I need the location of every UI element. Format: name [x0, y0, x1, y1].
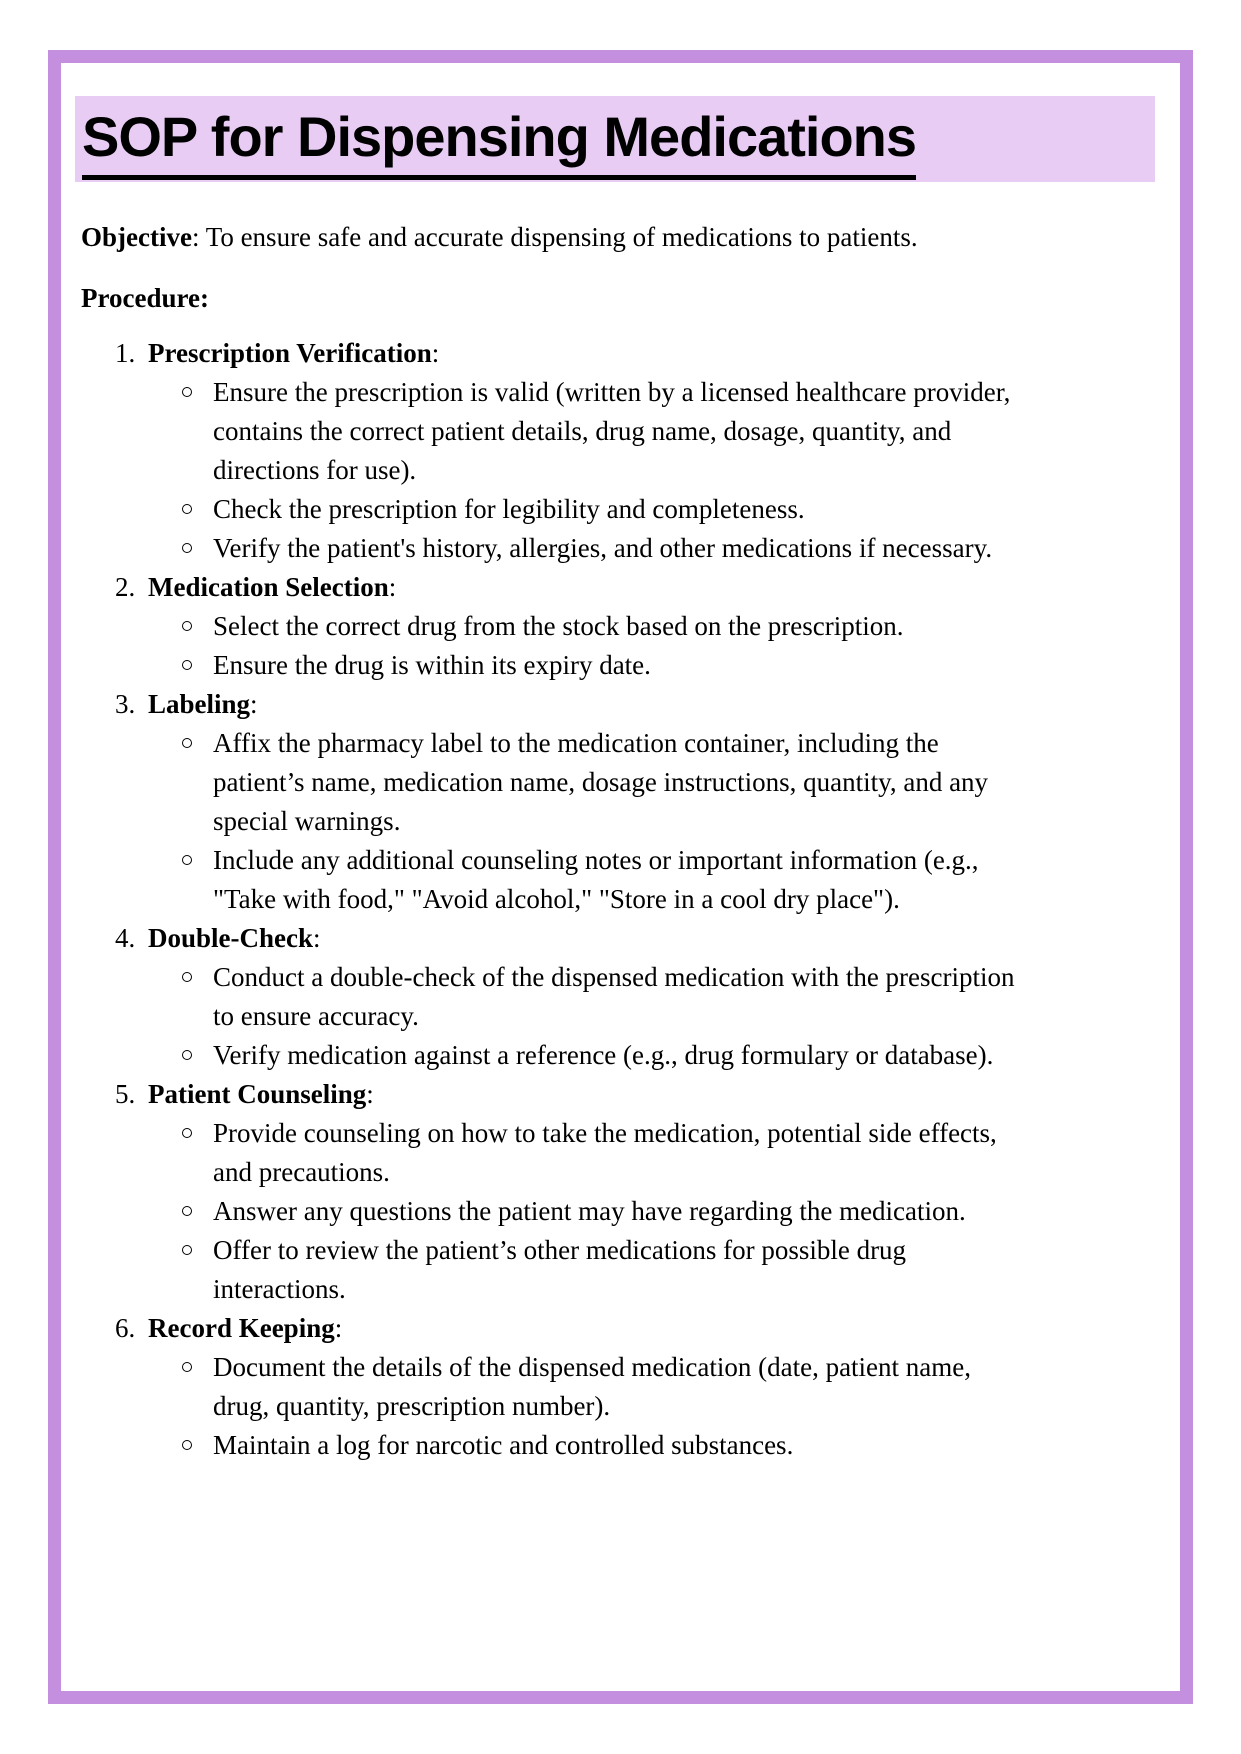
bullet-text: Answer any questions the patient may have regarding the medication.	[213, 1195, 966, 1226]
circle-bullet-icon	[180, 958, 213, 1036]
bullet-text: Ensure the drug is within its expiry date.	[213, 649, 651, 680]
circle-glyph	[182, 543, 192, 553]
circle-bullet-icon	[180, 1426, 213, 1465]
section-heading-wrap	[148, 1075, 374, 1114]
circle-bullet-icon	[180, 1192, 213, 1231]
bullet-item	[180, 490, 1040, 529]
bullet-text: Ensure the prescription is valid (written by a licensed healthcare provider, contains the correct patient details, drug name, dosage, quantity, and directions for use).	[213, 376, 1011, 485]
procedure-list	[81, 334, 1040, 1465]
circle-glyph	[182, 504, 192, 514]
procedure-section	[115, 685, 1040, 919]
circle-glyph	[182, 1245, 192, 1255]
section-number: 1.	[115, 337, 136, 368]
bullet-text: Verify the patient's history, allergies, and other medications if necessary.	[213, 532, 993, 563]
section-heading: Patient Counseling	[148, 1078, 367, 1109]
circle-bullet-icon	[180, 724, 213, 841]
bullet-item	[180, 958, 1040, 1036]
section-heading: Record Keeping	[148, 1312, 335, 1343]
bullet-item	[180, 1114, 1040, 1192]
circle-glyph	[182, 738, 192, 748]
section-heading-row	[115, 919, 1040, 958]
bullet-item	[180, 1348, 1040, 1426]
circle-glyph	[182, 1050, 192, 1060]
section-number: 5.	[115, 1078, 136, 1109]
section-heading-row	[115, 334, 1040, 373]
circle-glyph	[182, 1206, 192, 1216]
section-heading-row	[115, 568, 1040, 607]
document-content	[61, 96, 1180, 1465]
circle-glyph	[182, 621, 192, 631]
bullet-item	[180, 724, 1040, 841]
bullet-text: Offer to review the patient’s other medications for possible drug interactions.	[213, 1234, 907, 1304]
bullet-item	[180, 841, 1040, 919]
circle-glyph	[182, 1128, 192, 1138]
section-number: 3.	[115, 688, 136, 719]
section-heading: Medication Selection	[148, 571, 389, 602]
section-heading: Prescription Verification	[148, 337, 432, 368]
bullet-text: Verify medication against a reference (e.g., drug formulary or database).	[213, 1039, 994, 1070]
bullet-item	[180, 1036, 1040, 1075]
section-heading: Double-Check	[148, 922, 314, 953]
circle-bullet-icon	[180, 841, 213, 919]
procedure-section	[115, 1075, 1040, 1309]
section-heading-row	[115, 1309, 1040, 1348]
circle-glyph	[182, 1440, 192, 1450]
objective-paragraph	[81, 218, 1040, 257]
procedure-section	[115, 334, 1040, 568]
objective-text: : To ensure safe and accurate dispensing of medications to patients.	[191, 221, 918, 252]
bullet-text: Maintain a log for narcotic and controlled substances.	[213, 1429, 794, 1460]
section-heading: Labeling	[148, 688, 251, 719]
section-heading-colon: :	[431, 337, 440, 368]
bullet-item	[180, 373, 1040, 490]
circle-glyph	[182, 1362, 192, 1372]
circle-bullet-icon	[180, 1348, 213, 1426]
section-heading-colon: :	[313, 922, 321, 953]
bullet-item	[180, 607, 1040, 646]
circle-bullet-icon	[180, 529, 213, 568]
procedure-section	[115, 1309, 1040, 1465]
page-title: SOP for Dispensing Medications	[82, 105, 916, 180]
procedure-section	[115, 568, 1040, 685]
procedure-label: Procedure:	[81, 282, 209, 313]
circle-glyph	[182, 972, 192, 982]
section-heading-wrap	[148, 685, 258, 724]
section-heading-wrap	[148, 919, 321, 958]
bullet-text: Conduct a double-check of the dispensed medication with the prescription to ensure accuracy.	[213, 961, 1015, 1031]
bullet-text: Document the details of the dispensed medication (date, patient name, drug, quantity, prescription number).	[213, 1351, 972, 1421]
bullet-item	[180, 1192, 1040, 1231]
circle-bullet-icon	[180, 646, 213, 685]
circle-bullet-icon	[180, 1036, 213, 1075]
section-heading-wrap	[148, 1309, 342, 1348]
bullet-text: Provide counseling on how to take the medication, potential side effects, and precautions.	[213, 1117, 997, 1187]
circle-bullet-icon	[180, 1114, 213, 1192]
section-heading-colon: :	[366, 1078, 374, 1109]
page-border-frame	[48, 50, 1193, 1704]
section-heading-row	[115, 685, 1040, 724]
circle-glyph	[182, 660, 192, 670]
section-heading-colon: :	[250, 688, 258, 719]
section-heading-row	[115, 1075, 1040, 1114]
circle-glyph	[182, 387, 192, 397]
bullet-item	[180, 1231, 1040, 1309]
section-heading-wrap	[148, 568, 396, 607]
section-number: 6.	[115, 1312, 136, 1343]
circle-bullet-icon	[180, 1231, 213, 1309]
bullet-text: Select the correct drug from the stock based on the prescription.	[213, 610, 904, 641]
bullet-text: Include any additional counseling notes or important information (e.g., "Take with food," "Avoid alcohol," "Store in a cool dry place").	[213, 844, 979, 914]
section-number: 2.	[115, 571, 136, 602]
bullet-item	[180, 646, 1040, 685]
section-heading-colon: :	[388, 571, 397, 602]
objective-label: Objective	[81, 221, 192, 252]
section-heading-wrap	[148, 334, 439, 373]
bullet-item	[180, 1426, 1040, 1465]
section-heading-colon: :	[334, 1312, 343, 1343]
bullet-text: Check the prescription for legibility and completeness.	[213, 493, 805, 524]
circle-bullet-icon	[180, 490, 213, 529]
title-highlight	[75, 96, 1155, 182]
circle-glyph	[182, 855, 192, 865]
bullet-text: Affix the pharmacy label to the medication container, including the patient’s name, medication name, dosage instructions, quantity, and any special warnings.	[213, 727, 989, 836]
circle-bullet-icon	[180, 607, 213, 646]
circle-bullet-icon	[180, 373, 213, 490]
bullet-item	[180, 529, 1040, 568]
section-number: 4.	[115, 922, 136, 953]
procedure-section	[115, 919, 1040, 1075]
